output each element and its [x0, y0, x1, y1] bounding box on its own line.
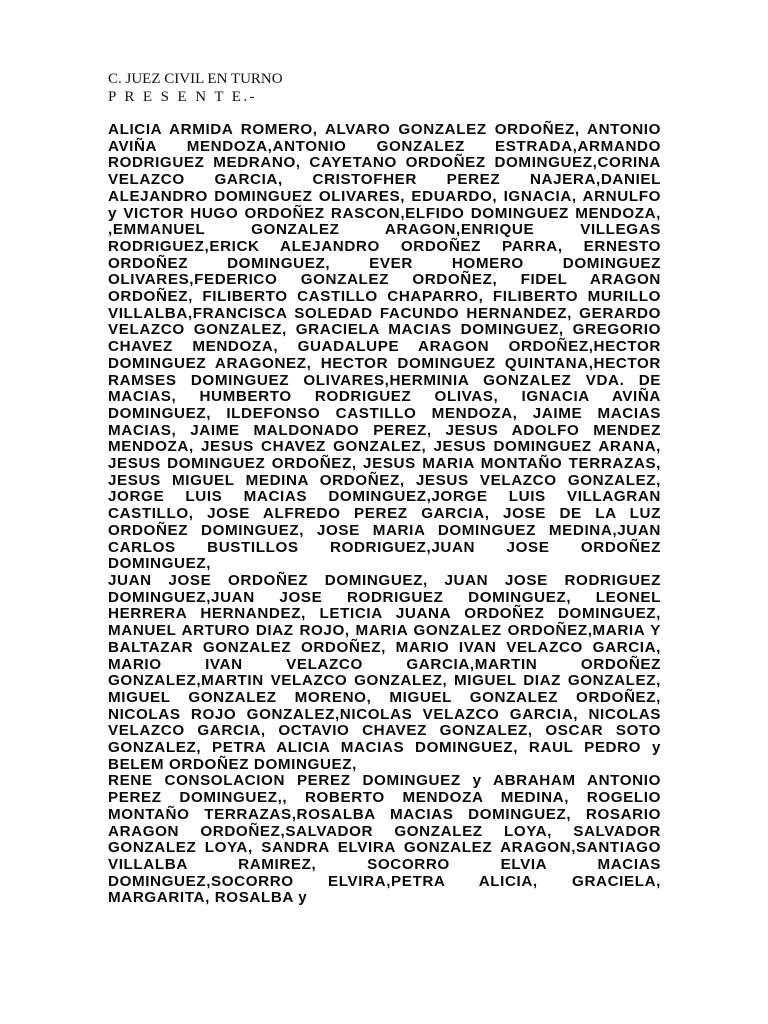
salutation-line: P R E S E N T E.-: [108, 89, 257, 105]
names-paragraph-1: ALICIA ARMIDA ROMERO, ALVARO GONZALEZ ORDOÑEZ, ANTONIO AVIÑA MENDOZA,ANTONIO GONZALEZ ESTRADA,ARMANDO RODRIGUEZ MEDRANO, CAYETANO ORDOÑEZ DOMINGUEZ,CORINA VELAZCO GARCIA, CRISTOFHER PEREZ NAJERA,DANIEL ALEJANDRO DOMINGUEZ OLIVARES, EDUARDO, IGNACIA, ARNULFO y VICTOR HUGO ORDOÑEZ RASCON,ELFIDO DOMINGUEZ MENDOZA, ,EMMANUEL GONZALEZ ARAGON,ENRIQUE VILLEGAS RODRIGUEZ,ERICK ALEJANDRO ORDOÑEZ PARRA, ERNESTO ORDOÑEZ DOMINGUEZ, EVER HOMERO DOMINGUEZ OLIVARES,FEDERICO GONZALEZ ORDOÑEZ, FIDEL ARAGON ORDOÑEZ, FILIBERTO CASTILLO CHAPARRO, FILIBERTO MURILLO VILLALBA,FRANCISCA SOLEDAD FACUNDO HERNANDEZ, GERARDO VELAZCO GONZALEZ, GRACIELA MACIAS DOMINGUEZ, GREGORIO CHAVEZ MENDOZA, GUADALUPE ARAGON ORDOÑEZ,HECTOR DOMINGUEZ ARAGONEZ, HECTOR DOMINGUEZ QUINTANA,HECTOR RAMSES DOMINGUEZ OLIVARES,HERMINIA GONZALEZ VDA. DE MACIAS, HUMBERTO RODRIGUEZ OLIVAS, IGNACIA AVIÑA DOMINGUEZ, ILDEFONSO CASTILLO MENDOZA, JAIME MACIAS MACIAS, JAIME MALDONADO PEREZ, JESUS ADOLFO MENDEZ MENDOZA, JESUS CHAVEZ GONZALEZ, JESUS DOMINGUEZ ARANA, JESUS DOMINGUEZ ORDOÑEZ, JESUS MARIA MONTAÑO TERRAZAS, JESUS MIGUEL MEDINA ORDOÑEZ, JESUS VELAZCO GONZALEZ, JORGE LUIS MACIAS DOMINGUEZ,JORGE LUIS VILLAGRAN CASTILLO, JOSE ALFREDO PEREZ GARCIA, JOSE DE LA LUZ ORDOÑEZ DOMINGUEZ, JOSE MARIA DOMINGUEZ MEDINA,JUAN CARLOS BUSTILLOS RODRIGUEZ,JUAN JOSE ORDOÑEZ DOMINGUEZ,: [108, 121, 661, 573]
names-paragraph-2: JUAN JOSE ORDOÑEZ DOMINGUEZ, JUAN JOSE RODRIGUEZ DOMINGUEZ,JUAN JOSE RODRIGUEZ DOMINGUEZ, LEONEL HERRERA HERNANDEZ, LETICIA JUANA ORDOÑEZ DOMINGUEZ, MANUEL ARTURO DIAZ ROJO, MARIA GONZALEZ ORDOÑEZ,MARIA Y BALTAZAR GONZALEZ ORDOÑEZ, MARIO IVAN VELAZCO GARCIA, MARIO IVAN VELAZCO GARCIA,MARTIN ORDOÑEZ GONZALEZ,MARTIN VELAZCO GONZALEZ, MIGUEL DIAZ GONZALEZ, MIGUEL GONZALEZ MORENO, MIGUEL GONZALEZ ORDOÑEZ, NICOLAS ROJO GONZALEZ,NICOLAS VELAZCO GARCIA, NICOLAS VELAZCO GARCIA, OCTAVIO CHAVEZ GONZALEZ, OSCAR SOTO GONZALEZ, PETRA ALICIA MACIAS DOMINGUEZ, RAUL PEDRO y BELEM ORDOÑEZ DOMINGUEZ,: [108, 571, 661, 773]
names-list-body: [108, 122, 661, 907]
addressee-line: C. JUEZ CIVIL EN TURNO: [108, 71, 283, 87]
names-paragraph-3: RENE CONSOLACION PEREZ DOMINGUEZ y ABRAHAM ANTONIO PEREZ DOMINGUEZ,, ROBERTO MENDOZA MEDINA, ROGELIO MONTAÑO TERRAZAS,ROSALBA MACIAS DOMINGUEZ, ROSARIO ARAGON ORDOÑEZ,SALVADOR GONZALEZ LOYA, SALVADOR GONZALEZ LOYA, SANDRA ELVIRA GONZALEZ ARAGON,SANTIAGO VILLALBA RAMIREZ, SOCORRO ELVIA MACIAS DOMINGUEZ,SOCORRO ELVIRA,PETRA ALICIA, GRACIELA, MARGARITA, ROSALBA y: [108, 772, 661, 907]
document-header: [108, 70, 283, 106]
